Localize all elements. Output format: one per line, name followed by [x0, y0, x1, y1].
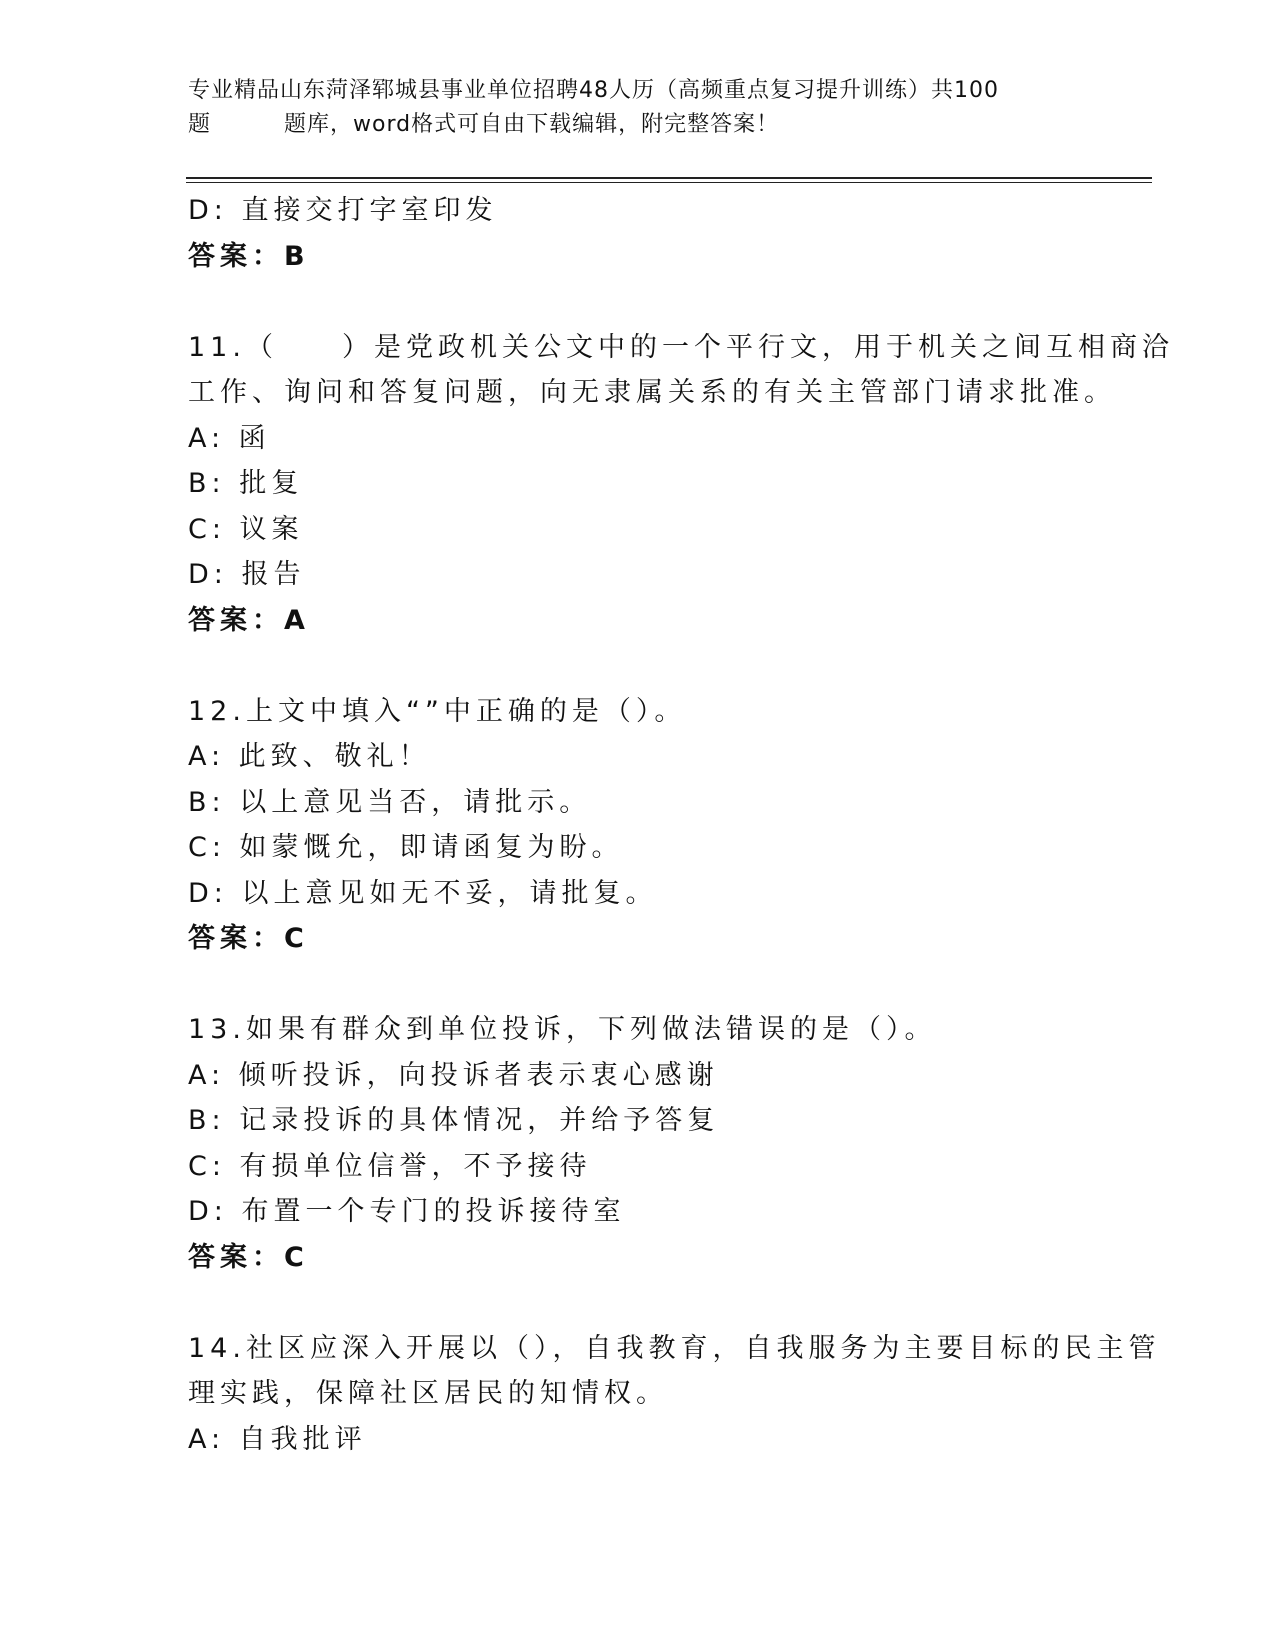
option-a: A: 函: [188, 422, 271, 454]
prev-answer: 答案：B: [188, 240, 310, 272]
question-13: [188, 1007, 1088, 1280]
option-b: B: 记录投诉的具体情况，并给予答复: [188, 1105, 720, 1136]
option-a: A: 倾听投诉，向投诉者表示衷心感谢: [188, 1059, 719, 1091]
option-c: C: 议案: [188, 513, 304, 545]
header-rule-thick: [186, 177, 1152, 179]
spacer: [188, 962, 1088, 1008]
spacer: [188, 279, 1088, 325]
question-stem-cont: 工作、询问和答复问题，向无隶属关系的有关主管部门请求批准。: [188, 377, 1116, 408]
option-b: B: 批复: [188, 468, 304, 499]
option-b: B: 以上意见当否，请批示。: [188, 786, 592, 818]
question-stem: 14.社区应深入开展以（），自我教育，自我服务为主要目标的民主管: [188, 1332, 1161, 1364]
answer: 答案：C: [188, 1241, 309, 1273]
option-d: D: 布置一个专门的投诉接待室: [188, 1196, 626, 1227]
option-d: D: 以上意见如无不妥，请批复。: [188, 877, 658, 909]
header-rule-thin: [186, 182, 1152, 183]
header-line-1: 专业精品山东菏泽郓城县事业单位招聘48人历（高频重点复习提升训练）共100: [188, 78, 999, 103]
answer: 答案：A: [188, 604, 310, 636]
question-stem-cont: 理实践，保障社区居民的知情权。: [188, 1378, 668, 1409]
spacer: [188, 643, 1088, 689]
document-header: [188, 74, 1068, 142]
option-a: A: 自我批评: [188, 1423, 367, 1455]
prev-option-d: D: 直接交打字室印发: [188, 195, 498, 226]
answer: 答案：C: [188, 923, 309, 954]
question-stem: 12.上文中填入“”中正确的是（）。: [188, 695, 687, 727]
option-c: C: 有损单位信誉，不予接待: [188, 1150, 592, 1182]
question-12: [188, 689, 1088, 962]
question-list: [188, 188, 1174, 1462]
question-11: [188, 325, 1174, 644]
question-stem: 13.如果有群众到单位投诉，下列做法错误的是（）。: [188, 1014, 937, 1045]
option-a: A: 此致、敬礼！: [188, 741, 431, 772]
header-line-2-text: 题库，word格式可自由下载编辑，附完整答案！: [284, 112, 780, 137]
header-line-2-lead: 题: [188, 112, 212, 137]
spacer: [188, 1280, 1088, 1326]
option-c: C: 如蒙慨允，即请函复为盼。: [188, 832, 624, 863]
header-line-2: [188, 108, 1068, 142]
question-14: [188, 1326, 1161, 1463]
option-d: D: 报告: [188, 559, 306, 590]
question-stem: 11.（ ）是党政机关公文中的一个平行文，用于机关之间互相商洽: [188, 331, 1174, 363]
